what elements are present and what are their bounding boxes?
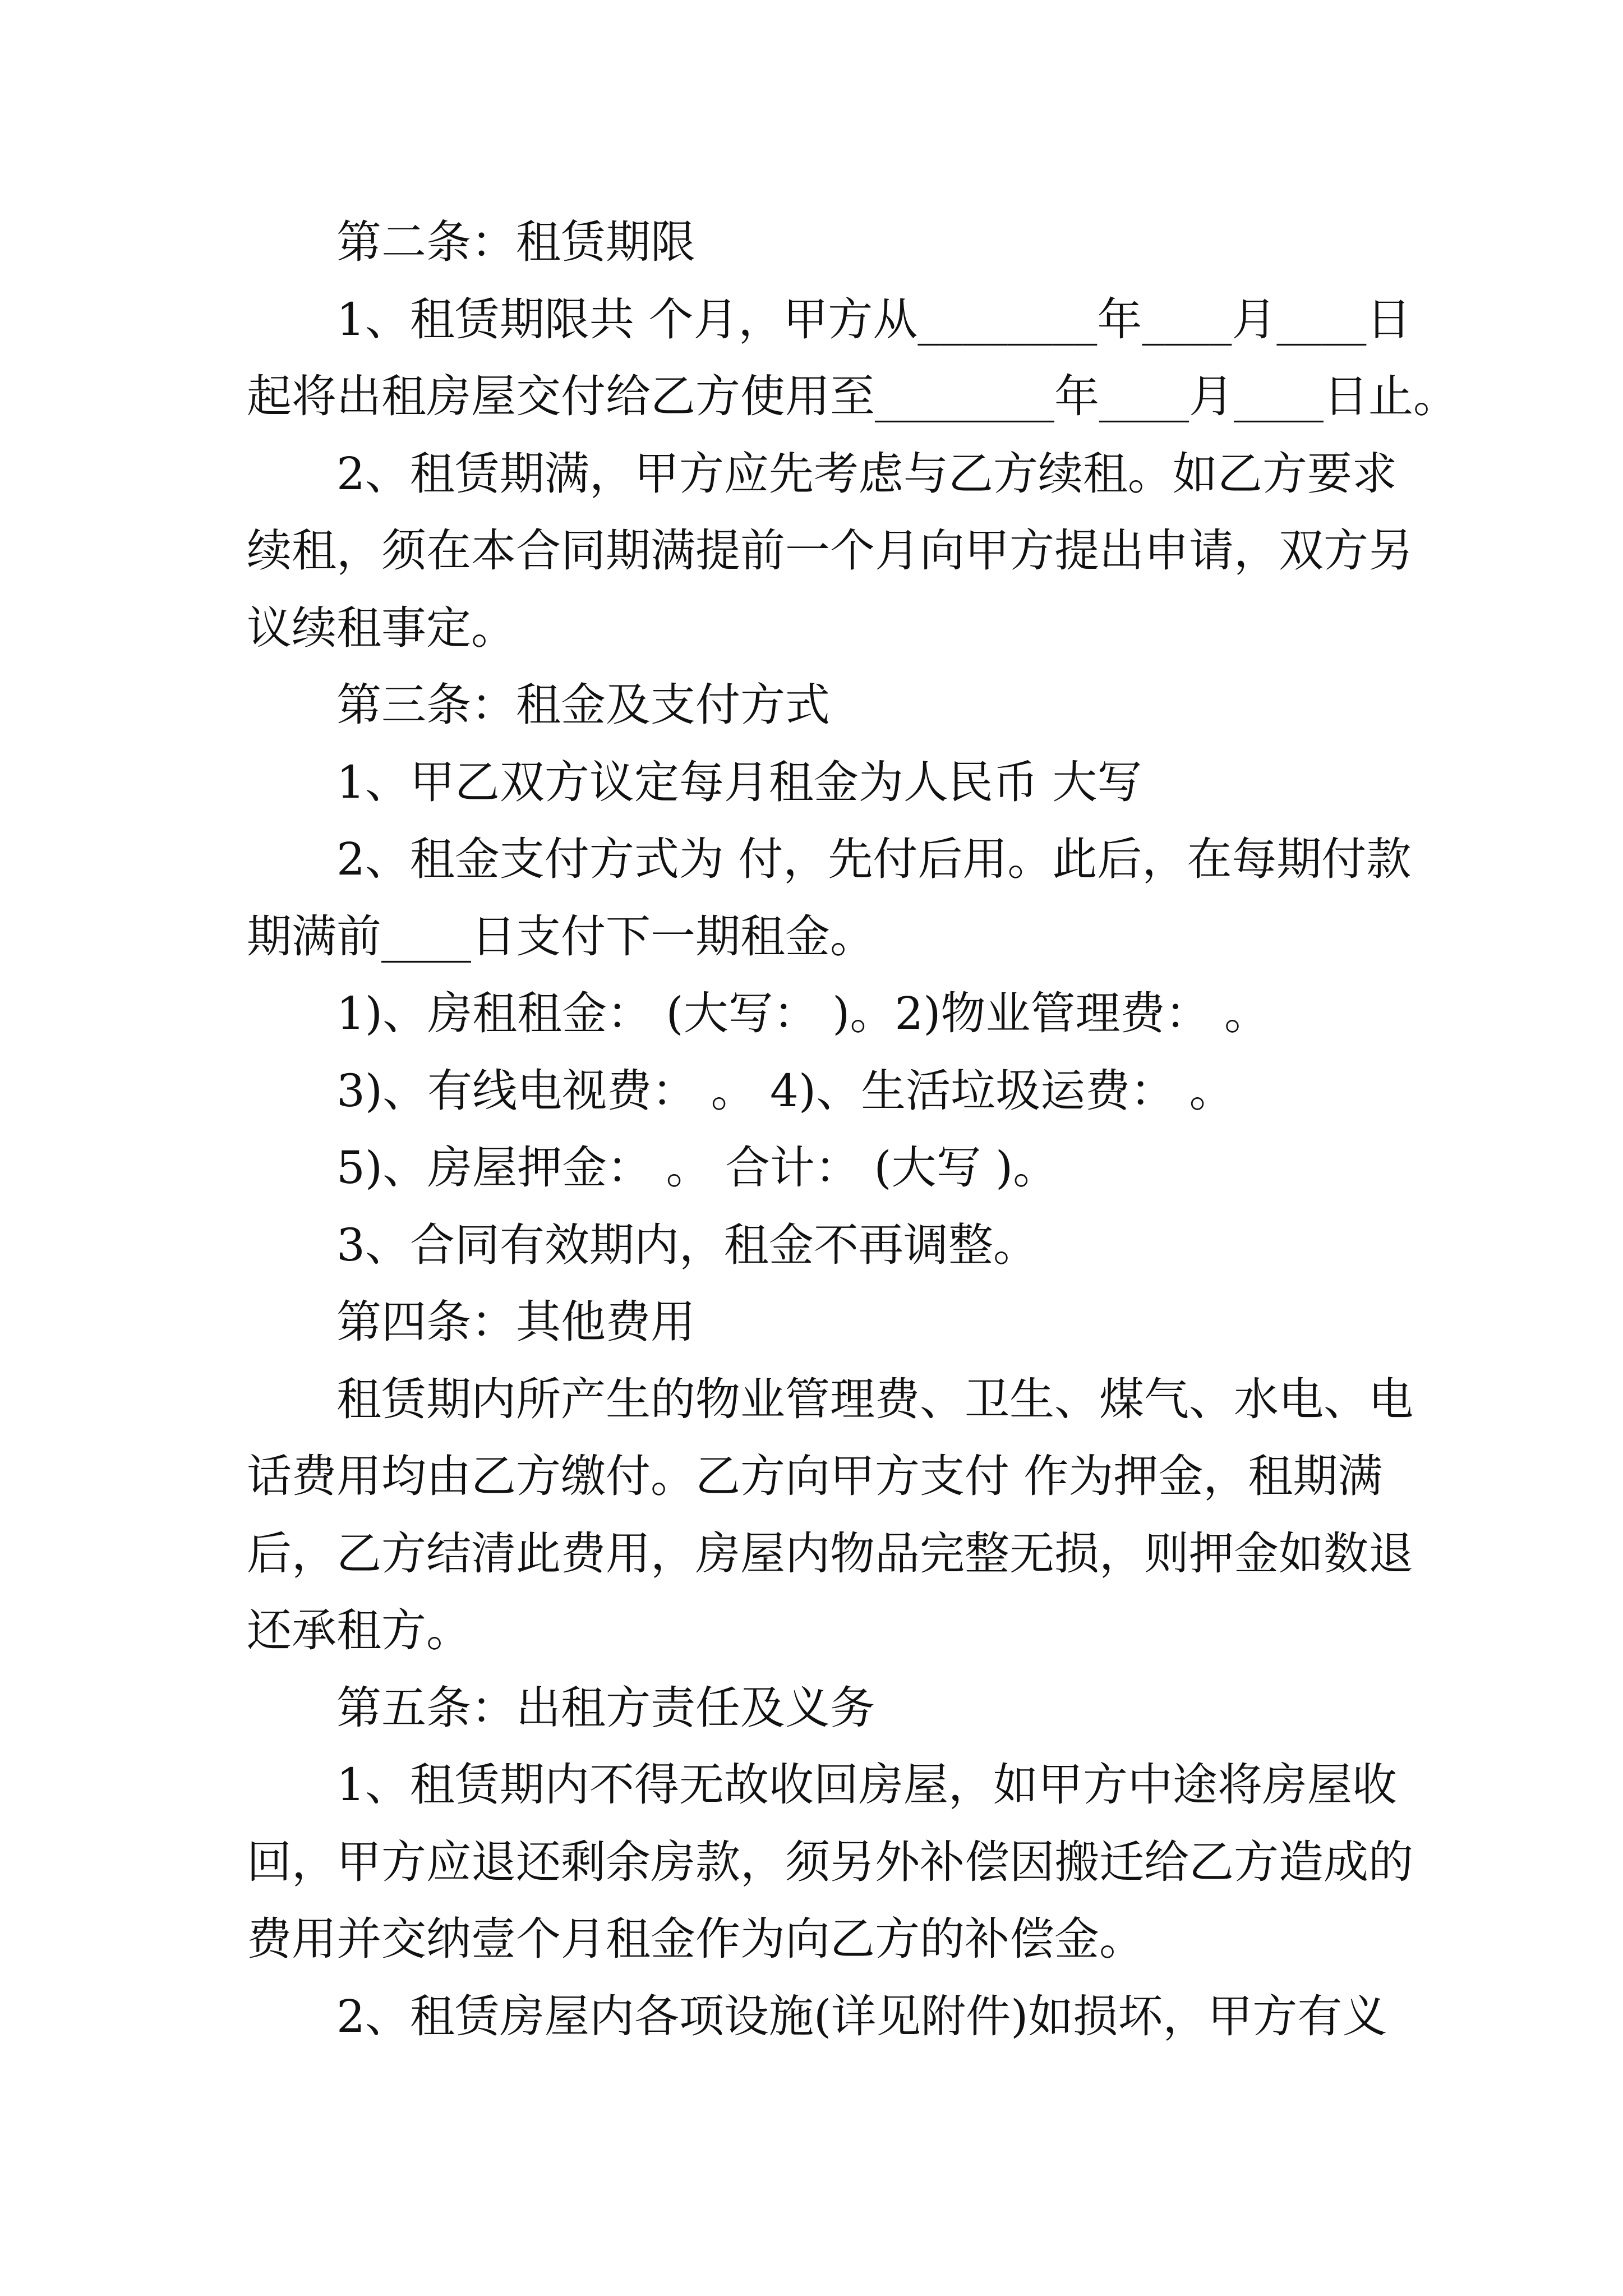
paragraph-line: 3、合同有效期内，租金不再调整。	[336, 1219, 1038, 1271]
paragraph-line: 3)、有线电视费： 。 4)、生活垃圾运费： 。	[336, 1065, 1234, 1117]
paragraph-line: 后，乙方结清此费用，房屋内物品完整无损，则押金如数退	[247, 1527, 1413, 1580]
paragraph-line: 话费用均由乙方缴付。乙方向甲方支付 作为押金，租期满	[247, 1450, 1383, 1502]
paragraph-line: 1、租赁期限共 个月，甲方从________年____月____日	[336, 293, 1412, 346]
paragraph-line: 1、租赁期内不得无故收回房屋，如甲方中途将房屋收	[336, 1759, 1397, 1811]
paragraph-line: 2、租赁房屋内各项设施(详见附件)如损坏，甲方有义	[336, 1990, 1387, 2042]
paragraph-line: 回，甲方应退还剩余房款，须另外补偿因搬迁给乙方造成的	[247, 1836, 1413, 1888]
paragraph-line: 2、租赁期满，甲方应先考虑与乙方续租。如乙方要求	[336, 448, 1397, 500]
paragraph-line: 2、租金支付方式为 付，先付后用。此后，在每期付款	[336, 833, 1412, 885]
paragraph-line: 费用并交纳壹个月租金作为向乙方的补偿金。	[247, 1913, 1144, 1965]
paragraph-line: 续租，须在本合同期满提前一个月向甲方提出申请，双方另	[247, 524, 1413, 577]
paragraph-line: 租赁期内所产生的物业管理费、卫生、煤气、水电、电	[336, 1373, 1413, 1425]
article-5-heading: 第五条：出租方责任及义务	[336, 1682, 875, 1734]
paragraph-line: 1)、房租租金： (大写： )。2)物业管理费： 。	[336, 987, 1269, 1039]
article-4-heading: 第四条：其他费用	[336, 1296, 695, 1348]
article-2-heading: 第二条：租赁期限	[336, 216, 695, 268]
paragraph-line: 1、甲乙双方议定每月租金为人民币 大写	[336, 756, 1142, 808]
paragraph-line: 期满前____日支付下一期租金。	[247, 910, 875, 963]
article-3-heading: 第三条：租金及支付方式	[336, 679, 830, 731]
paragraph-line: 5)、房屋押金： 。 合计： (大写 )。	[336, 1142, 1058, 1194]
paragraph-line: 起将出租房屋交付给乙方使用至________年____月____日止。	[247, 370, 1458, 422]
paragraph-line: 还承租方。	[247, 1604, 471, 1657]
paragraph-line: 议续租事定。	[247, 602, 516, 654]
